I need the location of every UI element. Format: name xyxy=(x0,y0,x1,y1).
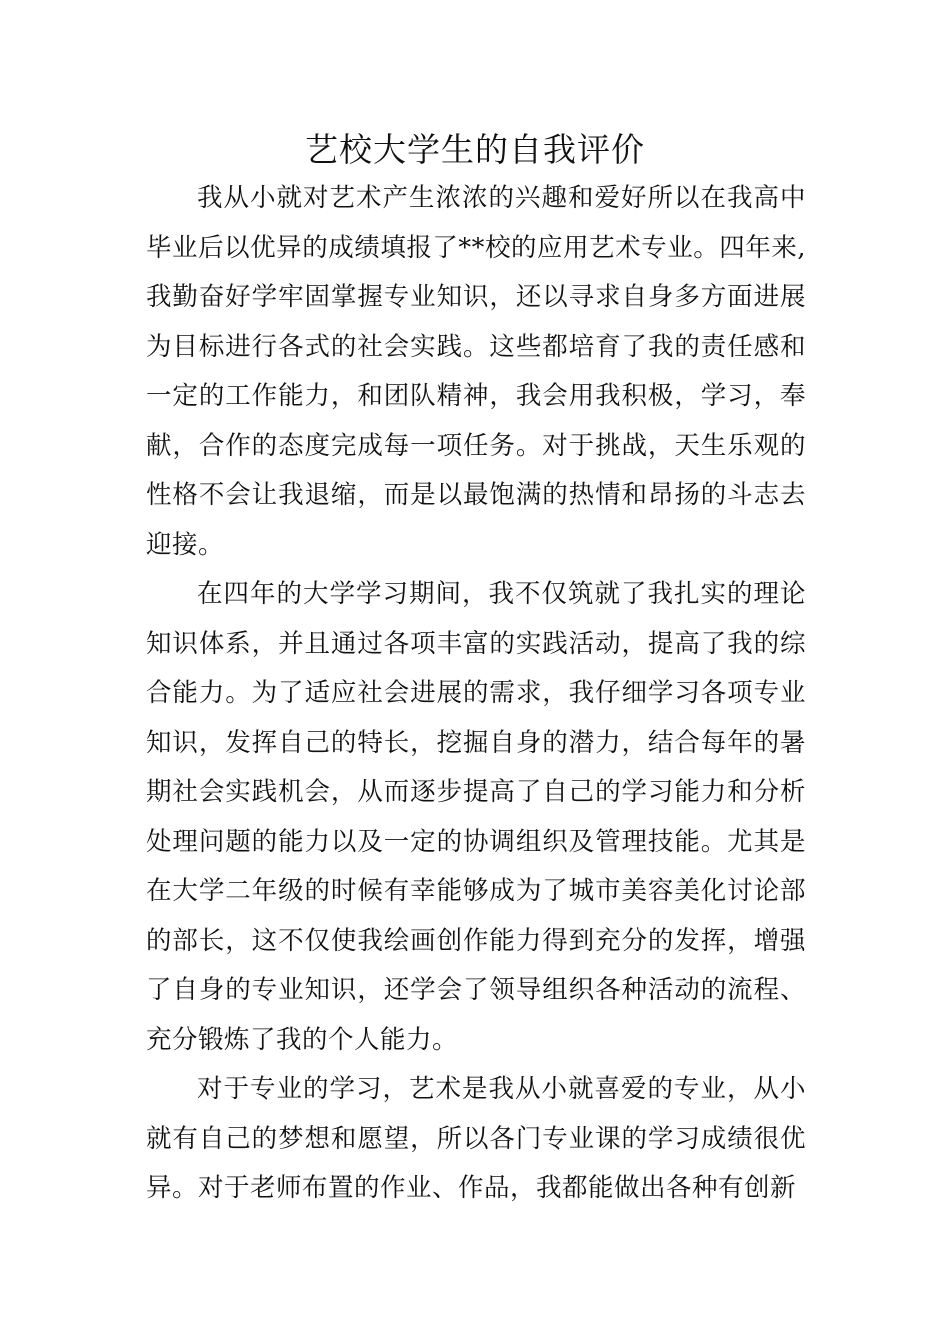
document-title: 艺校大学生的自我评价 xyxy=(305,130,645,169)
document-body xyxy=(146,174,806,1214)
paragraph: 我从小就对艺术产生浓浓的兴趣和爱好所以在我高中毕业后以优异的成绩填报了**校的应用艺术专业。四年来,我勤奋好学牢固掌握专业知识，还以寻求自身多方面进展为目标进行各式的社会实践。这些都培育了我的责任感和一定的工作能力，和团队精神，我会用我积极，学习，奉献，合作的态度完成每一项任务。对于挑战，天生乐观的性格不会让我退缩，而是以最饱满的热情和昂扬的斗志去迎接。 xyxy=(146,183,806,560)
paragraph: 对于专业的学习，艺术是我从小就喜爱的专业，从小就有自己的梦想和愿望，所以各门专业课的学习成绩很优异。对于老师布置的作业、作品，我都能做出各种有创新 xyxy=(146,1074,806,1203)
paragraph: 在四年的大学学习期间，我不仅筑就了我扎实的理论知识体系，并且通过各项丰富的实践活动，提高了我的综合能力。为了适应社会进展的需求，我仔细学习各项专业知识，发挥自己的特长，挖掘自身的潜力，结合每年的暑期社会实践机会，从而逐步提高了自己的学习能力和分析处理问题的能力以及一定的协调组织及管理技能。尤其是在大学二年级的时候有幸能够成为了城市美容美化讨论部的部长，这不仅使我绘画创作能力得到充分的发挥，增强了自身的专业知识，还学会了领导组织各种活动的流程、充分锻炼了我的个人能力。 xyxy=(146,579,806,1055)
